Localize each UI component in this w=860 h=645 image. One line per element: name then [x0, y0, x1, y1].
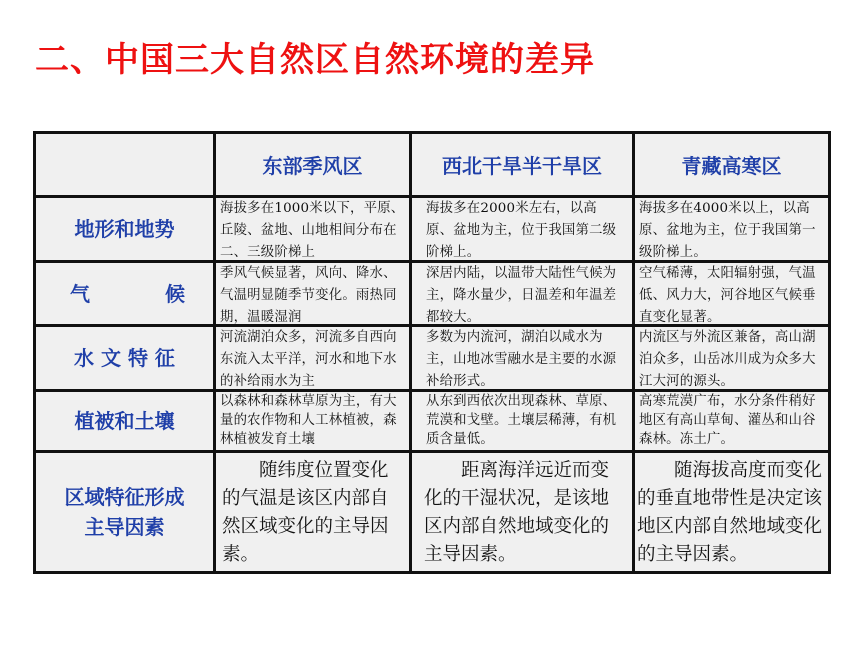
- cell-factor-tibet: 随海拔高度而变化的垂直地带性是决定该地区内部自然地域变化的主导因素。: [635, 453, 828, 571]
- cell-vegetation-east: 以森林和森林草原为主，有大量的农作物和人工林植被，森林植被发育土壤: [216, 392, 409, 450]
- row-header-dominant-factor: 区域特征形成主导因素: [36, 453, 213, 571]
- table-corner-cell: [36, 134, 213, 195]
- row-header-hydrology: 水 文 特 征: [36, 327, 213, 389]
- row-header-climate-part1: 气: [70, 281, 90, 306]
- cell-hydrology-tibet: 内流区与外流区兼备，高山湖泊众多，山岳冰川成为众多大江大河的源头。: [635, 327, 828, 389]
- row-header-terrain: 地形和地势: [36, 198, 213, 260]
- cell-climate-northwest: 深居内陆，以温带大陆性气候为主，降水量少，日温差和年温差都较大。: [412, 263, 632, 324]
- cell-hydrology-northwest: 多数为内流河，湖泊以咸水为主，山地冰雪融水是主要的水源补给形式。: [412, 327, 632, 389]
- cell-terrain-tibet: 海拔多在4000米以上，以高原、盆地为主，位于我国第一级阶梯上。: [635, 198, 828, 260]
- row-header-climate: [36, 263, 213, 324]
- cell-hydrology-east: 河流湖泊众多，河流多自西向东流入太平洋，河水和地下水的补给雨水为主: [216, 327, 409, 389]
- column-header-northwest: 西北干旱半干旱区: [412, 134, 632, 195]
- cell-factor-east: 随纬度位置变化的气温是该区内部自然区域变化的主导因素。: [216, 453, 409, 571]
- cell-vegetation-northwest: 从东到西依次出现森林、草原、荒漠和戈壁。土壤层稀薄，有机质含量低。: [412, 392, 632, 450]
- cell-climate-tibet: 空气稀薄，太阳辐射强，气温低、风力大，河谷地区气候垂直变化显著。: [635, 263, 828, 324]
- row-header-vegetation: 植被和土壤: [36, 392, 213, 450]
- cell-factor-northwest: 距离海洋远近而变化的干湿状况，是该地区内部自然地域变化的主导因素。: [412, 453, 632, 571]
- cell-vegetation-tibet: 高寒荒漠广布，水分条件稍好地区有高山草甸、灌丛和山谷森林。冻土广。: [635, 392, 828, 450]
- comparison-table: [33, 131, 831, 574]
- column-header-tibet: 青藏高寒区: [635, 134, 828, 195]
- cell-terrain-east: 海拔多在1000米以下，平原、丘陵、盆地、山地相间分布在二、三级阶梯上: [216, 198, 409, 260]
- cell-climate-east: 季风气候显著，风向、降水、气温明显随季节变化。雨热同期，温暖湿润: [216, 263, 409, 324]
- cell-terrain-northwest: 海拔多在2000米左右，以高原、盆地为主，位于我国第二级阶梯上。: [412, 198, 632, 260]
- row-header-climate-part2: 候: [165, 281, 185, 306]
- column-header-east: 东部季风区: [216, 134, 409, 195]
- page-title: 二、中国三大自然区自然环境的差异: [35, 40, 595, 80]
